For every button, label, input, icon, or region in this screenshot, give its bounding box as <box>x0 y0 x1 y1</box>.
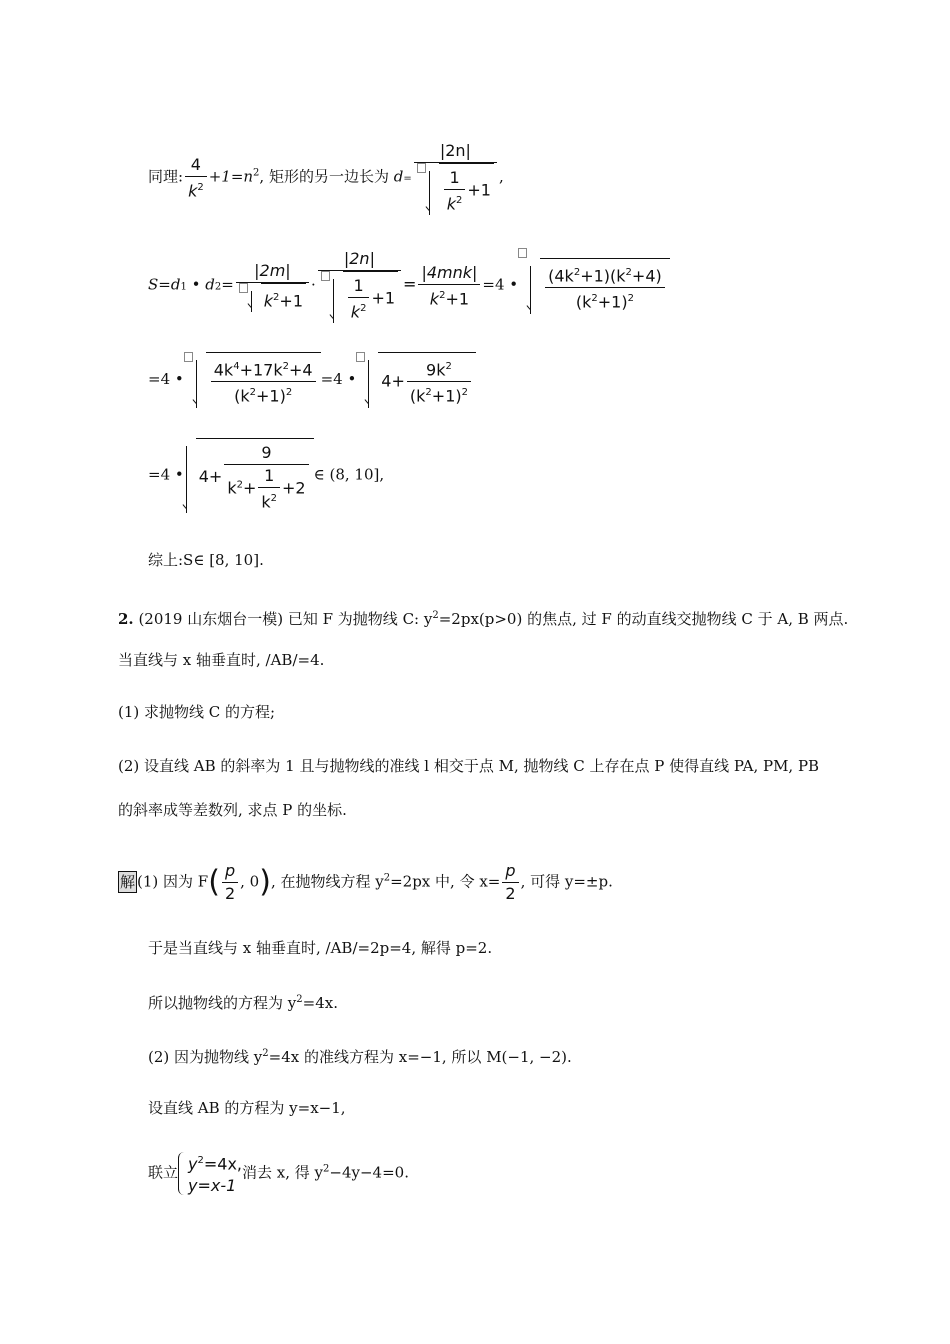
placeholder-box-icon <box>239 283 248 293</box>
problem-2-line-2: 当直线与 x 轴垂直时, /AB/=4. <box>118 651 325 669</box>
question-2-line-2: 的斜率成等差数列, 求点 P 的坐标. <box>118 801 347 819</box>
solution-line-5: 设直线 AB 的方程为 y=x−1, <box>148 1099 346 1117</box>
solution-line-6: 联立 $y^2=4x$, y=x-1 消去 x, 得 $y^2-4y-4=0$. <box>148 1150 409 1197</box>
solution-line-1: 解 (1) 因为 F( $\frac{p}{2}$ , 0), 在抛物线方程 $y^2=2px$ 中, 令 x= $\frac{p}{2}$ , 可得 y=±p. <box>120 861 613 903</box>
formula-line-1: 同理: $\frac{4}{k^2}$ $+1=n^2$, 矩形的另一边长为 d= |2n| $\frac{1}{k^2}$ +1 , <box>148 141 504 214</box>
formula-line-4: =4 • 4+ 9 $k^2+$ $\frac{1}{k^2}$ +2 ∈ (8, 10], <box>148 438 384 513</box>
placeholder-box-icon <box>184 352 193 362</box>
solution-tag: 解 <box>120 872 136 891</box>
question-2-line-1: (2) 设直线 AB 的斜率为 1 且与抛物线的准线 l 相交于点 M, 抛物线 C 上存在点 P 使得直线 PA, PM, PB <box>118 757 820 775</box>
summary-line: 综上:S∈ [8, 10]. <box>148 551 264 569</box>
solution-line-3: 所以抛物线的方程为 $y^2=4x$. <box>148 994 338 1012</box>
sqrt: 4+ 9 $k^2+$ $\frac{1}{k^2}$ +2 <box>186 438 314 513</box>
formula-line-2: S=d1 • d2= $\frac{|2m|}{k^2+1}$ · |2n| $\frac{1}{k^2}$ +1 = $\frac{\text{|4mnk|}}{k^2+1}$ =4 • $\frac{(4k^2+1)(k^2+4)}{(k^2+1)^2}$ <box>148 248 670 323</box>
sqrt: $\frac{4k^4+17k^2+4}{(k^2+1)^2}$ <box>196 352 321 408</box>
fraction: |2n| $\frac{1}{k^2}$ +1 <box>318 248 401 323</box>
fraction: |2n| $\frac{1}{k^2}$ +1 <box>414 140 497 215</box>
fraction: $\frac{|2m|}{k^2+1}$ <box>236 260 309 312</box>
sqrt: $\frac{(4k^2+1)(k^2+4)}{(k^2+1)^2}$ <box>530 258 670 314</box>
text: d <box>393 167 404 186</box>
equation-system: $y^2=4x$, y=x-1 <box>178 1150 242 1197</box>
problem-2-line-1: 2. (2019 山东烟台一模) 已知 F 为抛物线 C: $y^2=2px(p>0)$ 的焦点, 过 F 的动直线交抛物线 C 于 A, B 两点. <box>118 610 849 628</box>
placeholder-box-icon <box>356 352 365 362</box>
formula-line-3: =4 • $\frac{4k^4+17k^2+4}{(k^2+1)^2}$ =4 • 4+ $\frac{9k^2}{(k^2+1)^2}$ <box>148 352 476 408</box>
sqrt: 4+ $\frac{9k^2}{(k^2+1)^2}$ <box>368 352 476 408</box>
placeholder-box-icon <box>321 271 330 281</box>
question-1: (1) 求抛物线 C 的方程; <box>118 703 276 721</box>
text: 同理: <box>148 167 184 186</box>
placeholder-box-icon <box>518 248 527 258</box>
solution-line-4: (2) 因为抛物线 $y^2=4x$ 的准线方程为 x=−1, 所以 M(−1, −2). <box>148 1048 572 1066</box>
solution-line-2: 于是当直线与 x 轴垂直时, /AB/=2p=4, 解得 p=2. <box>148 939 493 957</box>
fraction: $\frac{4}{k^2}$ <box>185 154 207 202</box>
placeholder-box-icon <box>417 163 426 173</box>
text: +1=n <box>208 167 254 186</box>
fraction: $\frac{\text{|4mnk|}}{k^2+1}$ <box>418 262 480 310</box>
text: , 矩形的另一边长为 <box>259 167 389 186</box>
